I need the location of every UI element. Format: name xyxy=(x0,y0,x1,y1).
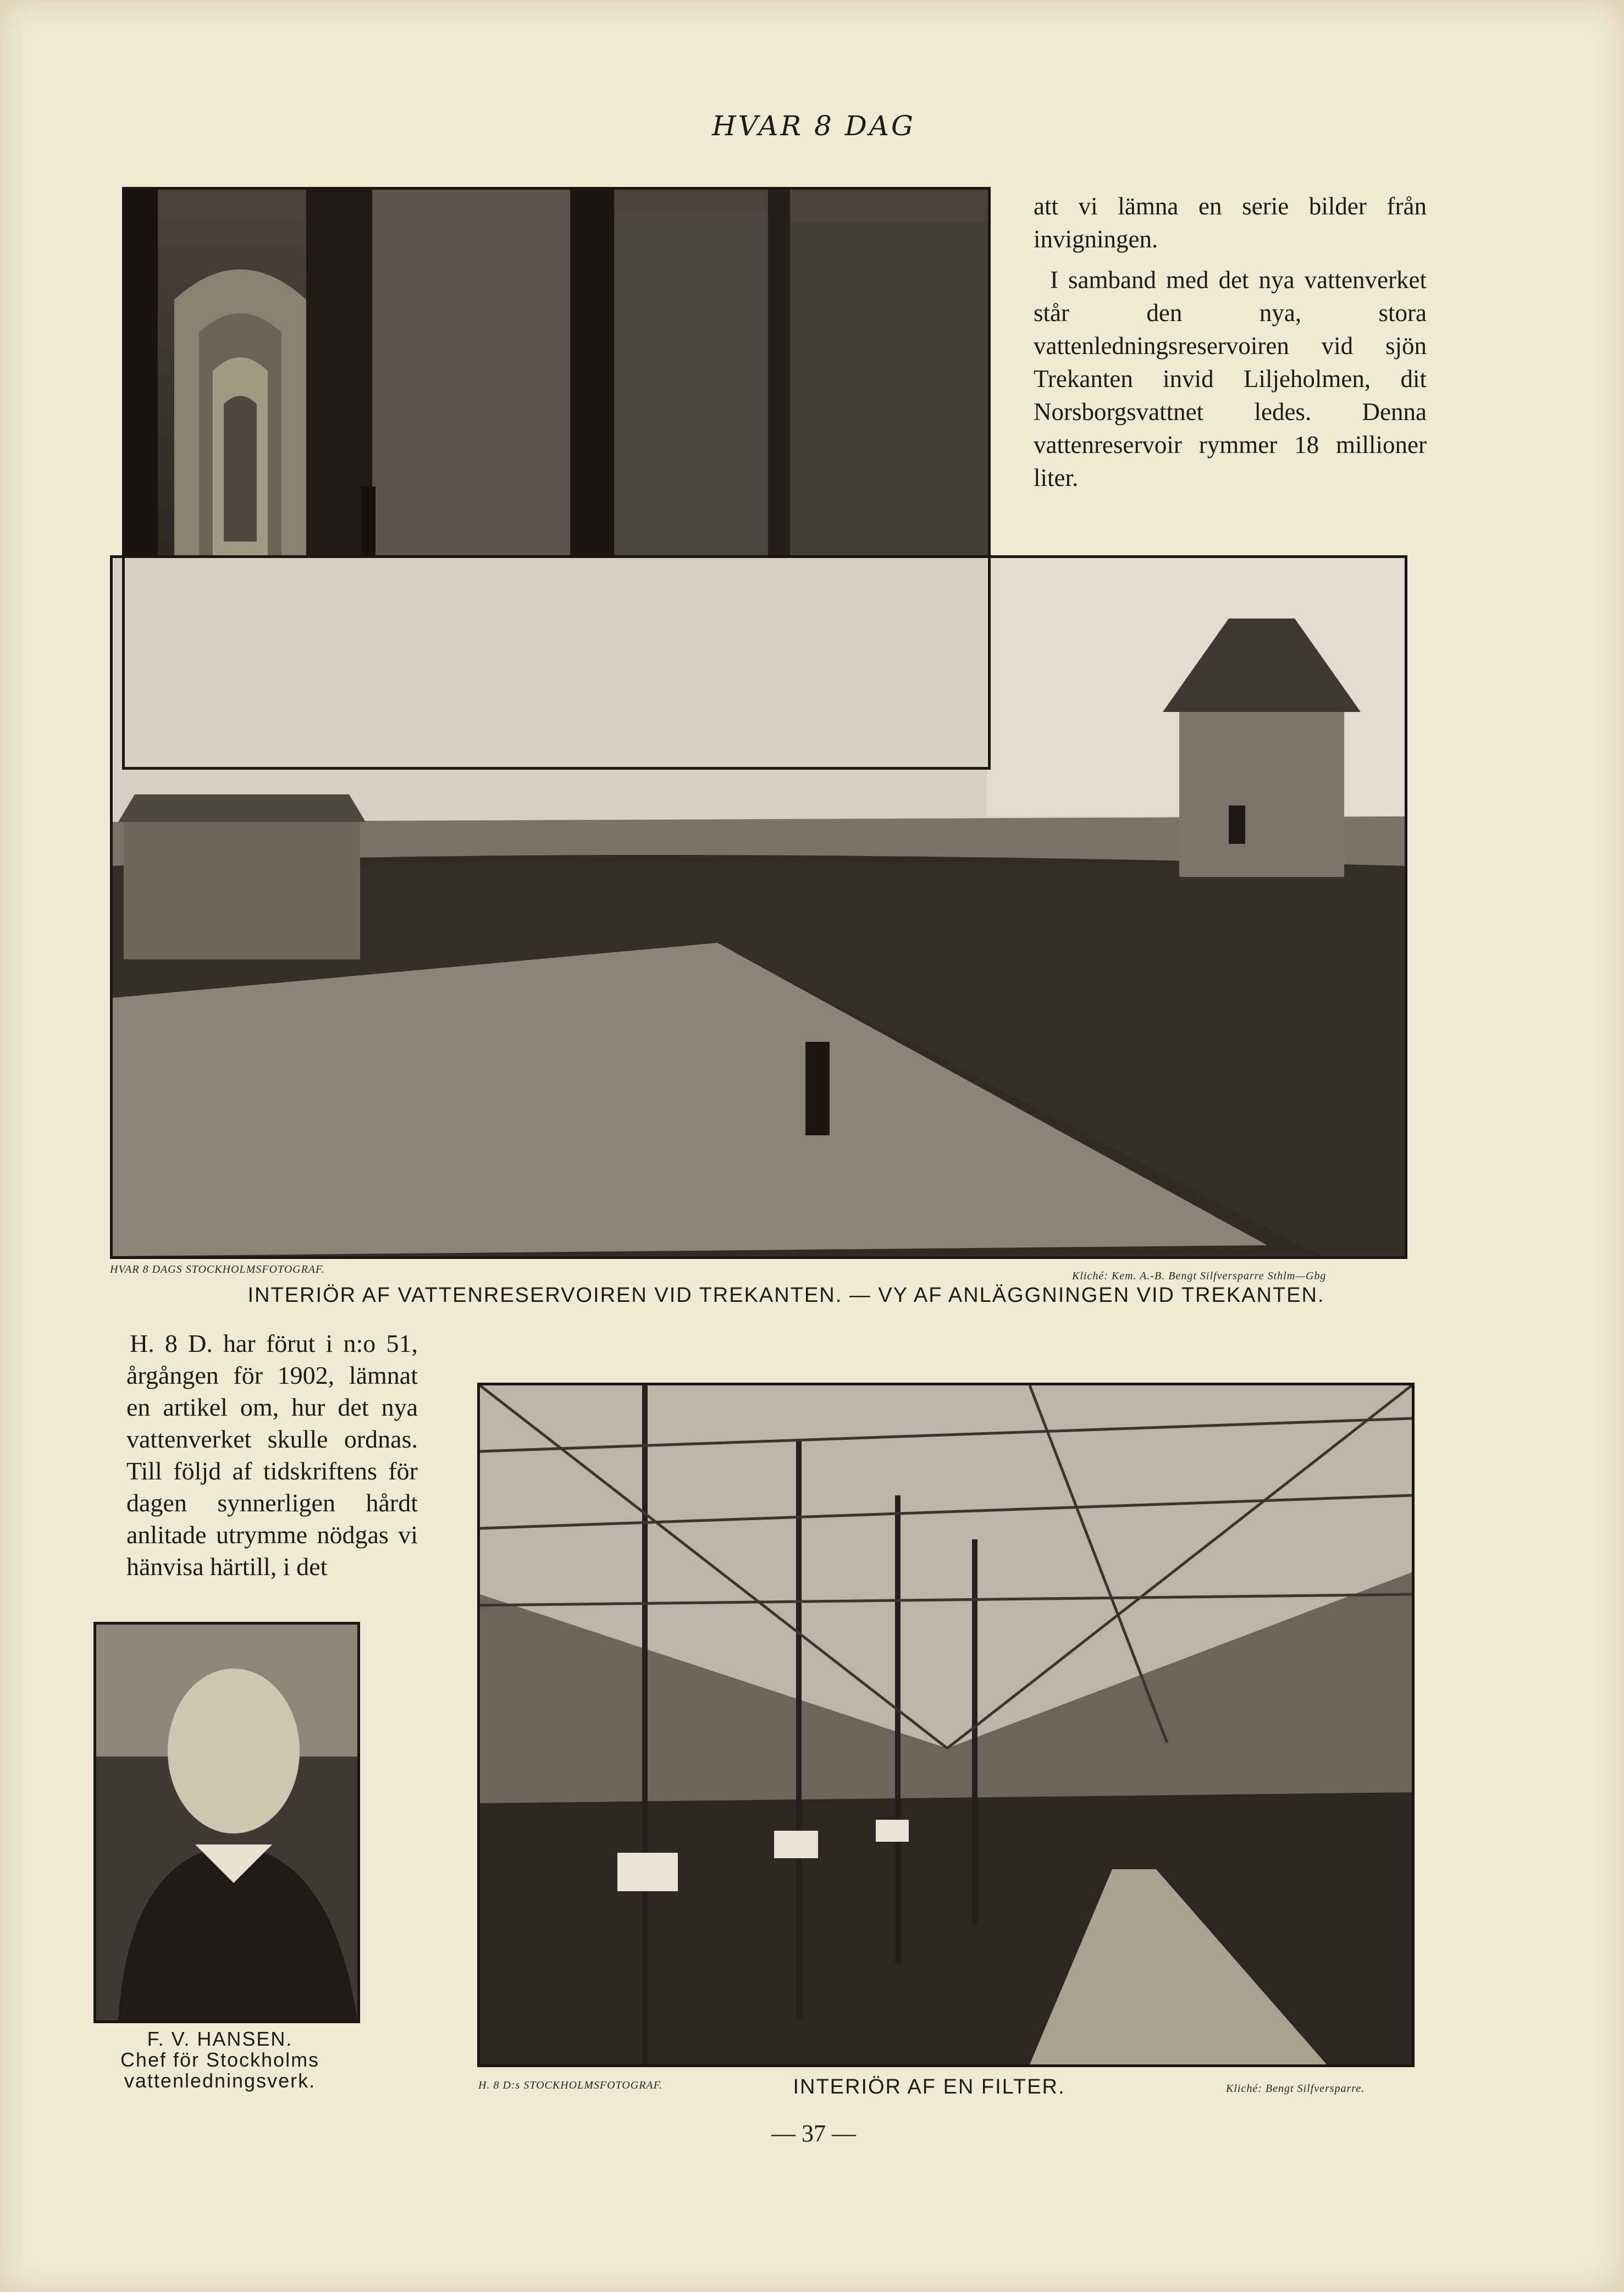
portrait-title-line1: Chef för Stockholms xyxy=(120,2048,320,2071)
top-photo-credit-left: HVAR 8 DAGS STOCKHOLMSFOTOGRAF. xyxy=(110,1263,325,1275)
filter-photo-caption: INTERIÖR AF EN FILTER. xyxy=(793,2075,1065,2098)
filter-interior-photo xyxy=(477,1383,1415,2067)
top-photos-caption: INTERIÖR AF VATTENRESERVOIREN VID TREKANTEN. — VY AF ANLÄGGNINGEN VID TREKANTEN. xyxy=(247,1284,1325,1307)
portrait-name: F. V. HANSEN. xyxy=(147,2028,293,2050)
portrait-caption xyxy=(88,2029,352,2091)
intro-text-column xyxy=(1034,190,1427,502)
top-photo-credit-right: Kliché: Kem. A.-B. Bengt Silfversparre Sthlm—Gbg xyxy=(1072,1270,1327,1282)
article-text-column xyxy=(126,1328,418,1590)
portrait-photo xyxy=(93,1622,360,2023)
portrait-title-line2: vattenledningsverk. xyxy=(124,2069,316,2092)
filter-photo-credit-left: H. 8 D:s STOCKHOLMSFOTOGRAF. xyxy=(478,2079,663,2091)
intro-paragraph-1: att vi lämna en serie bilder från invigningen. xyxy=(1034,192,1427,253)
article-paragraph: H. 8 D. har förut i n:o 51, årgången för 1902, lämnat en artikel om, hur det nya vattenverket skulle ordnas. Till följd af tidskriftens för dagen synnerligen hårdt anlitade utrymme nödgas vi hänvisa härtill, i det xyxy=(126,1329,418,1581)
running-title: HVAR 8 DAG xyxy=(712,110,915,142)
page-number: — 37 — xyxy=(771,2120,856,2147)
filter-photo-credit-right: Kliché: Bengt Silfversparre. xyxy=(1226,2083,1365,2095)
intro-paragraph-2: I samband med det nya vattenverket står den nya, stora vattenledningsreservoiren vid sjön Trekanten invid Liljeholmen, dit Norsborgsvattnet ledes. Denna vattenreservoir rymmer 18 millioner liter. xyxy=(1034,266,1427,491)
reservoir-landscape-photo xyxy=(110,555,1407,1259)
